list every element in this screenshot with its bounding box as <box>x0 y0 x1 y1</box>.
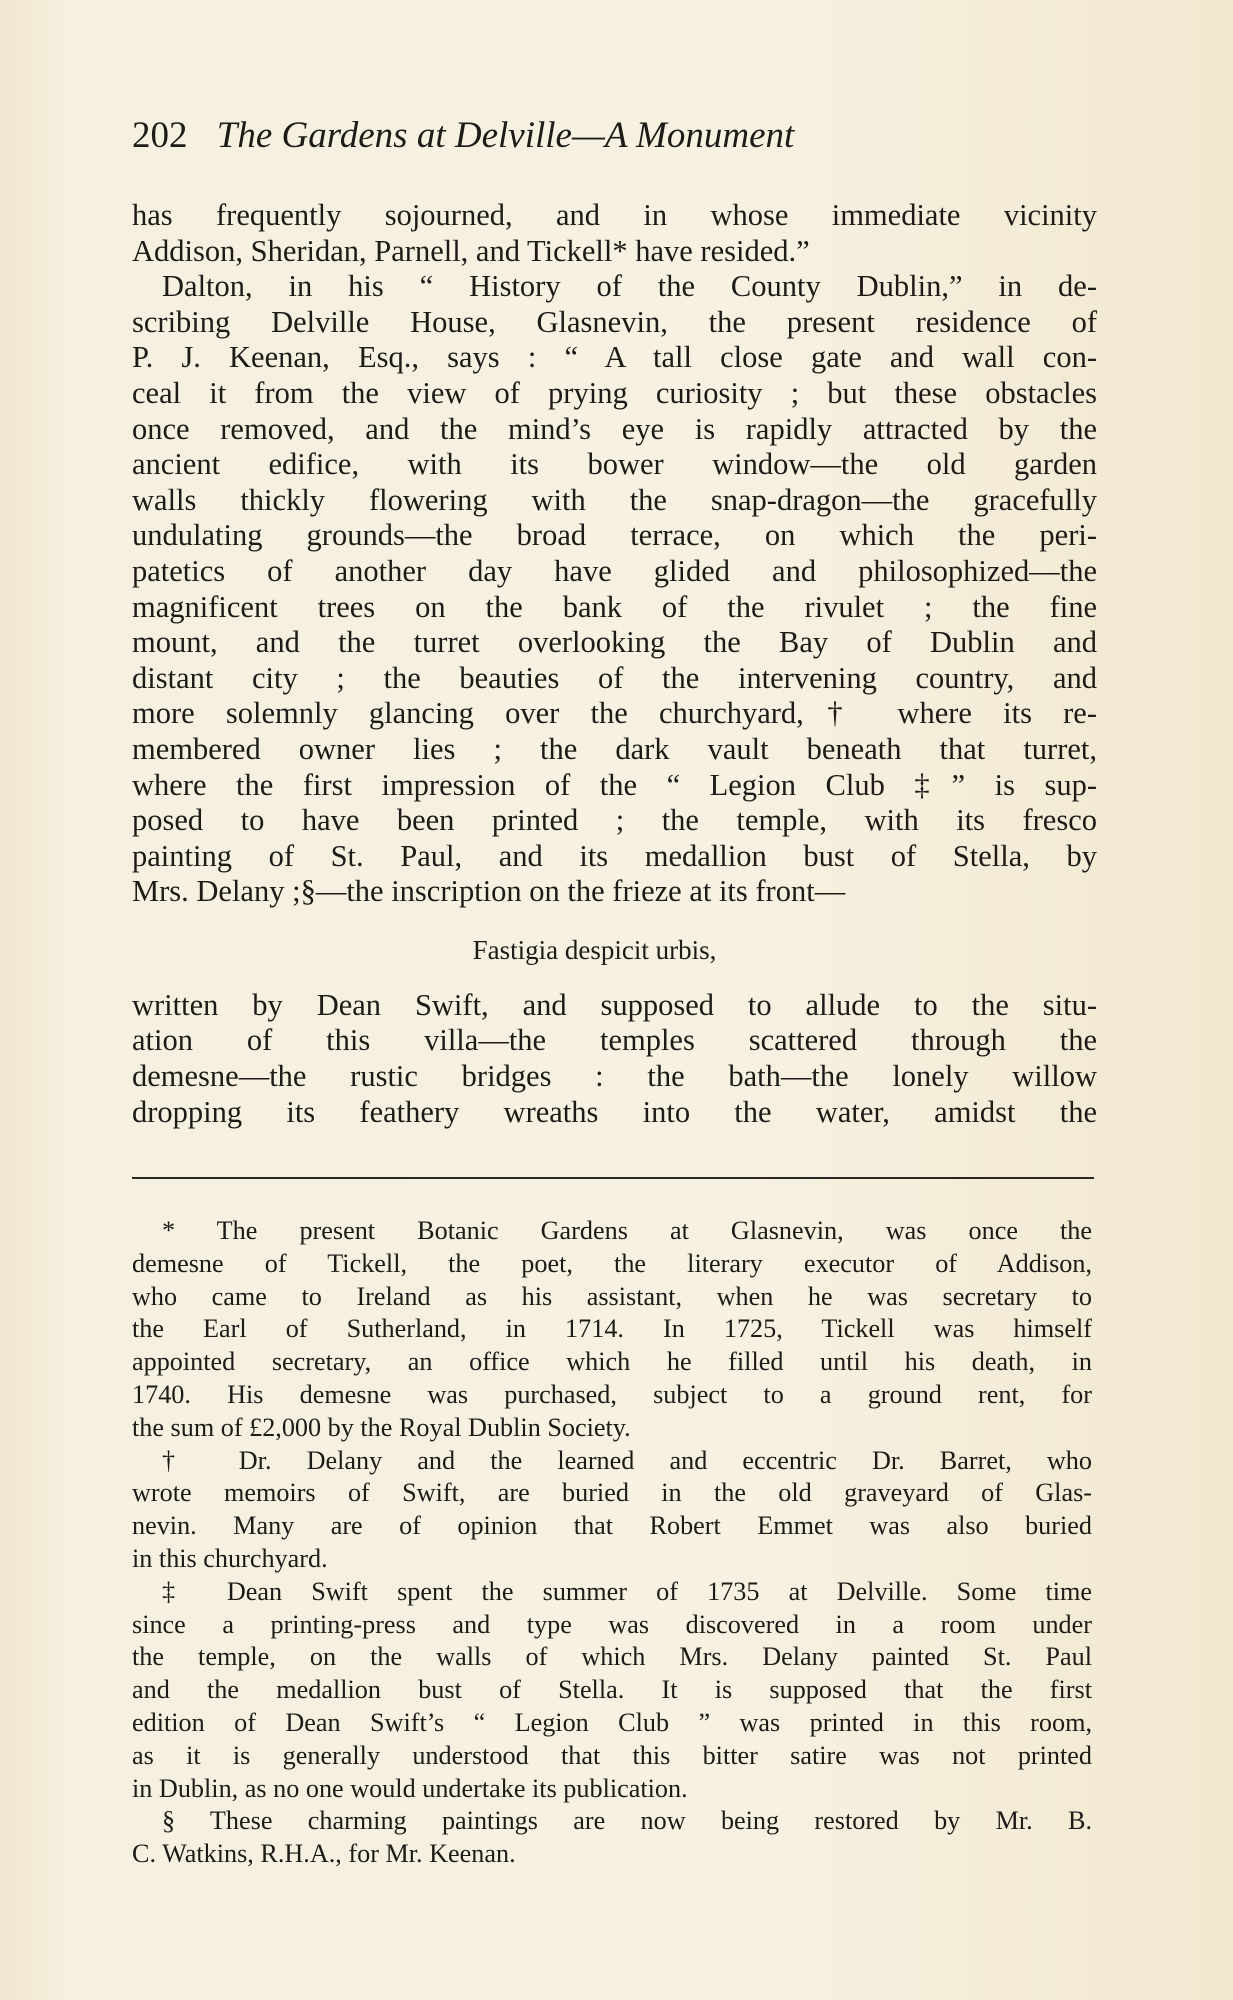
footnote-line: wrote memoirs of Swift, are buried in the old graveyard of Glas- <box>132 1478 1092 1508</box>
text-line: more solemnly glancing over the churchyard,† where its re- <box>132 696 1097 731</box>
text-line: distant city ; the beauties of the intervening country, and <box>132 660 1097 695</box>
text-line: once removed, and the mind’s eye is rapidly attracted by the <box>132 411 1097 446</box>
running-title: The Gardens at Delville—A Monument <box>216 115 795 156</box>
text-line: Dalton, in his “ History of the County Dublin,” in de- <box>162 269 1097 304</box>
footnote-double-dagger <box>132 1576 1092 1806</box>
text-line: magnificent trees on the bank of the rivulet ; the fine <box>132 589 1097 624</box>
latin-quotation: Fastigia despicit urbis, <box>472 934 717 965</box>
text-line: Mrs. Delany ;§—the inscription on the frieze at its front— <box>132 874 846 909</box>
footnote-line: 1740. His demesne was purchased, subject to a ground rent, for <box>132 1379 1092 1409</box>
text-line: mount, and the turret overlooking the Bay of Dublin and <box>132 625 1097 660</box>
footnote-line: edition of Dean Swift’s “ Legion Club ” was printed in this room, <box>132 1707 1092 1737</box>
footnote-line: appointed secretary, an office which he filled until his death, in <box>132 1347 1092 1377</box>
text-line: ation of this villa—the temples scattered through the <box>132 1023 1097 1058</box>
footnote-line: * The present Botanic Gardens at Glasnevin, was once the <box>162 1216 1092 1245</box>
text-line: dropping its feathery wreaths into the water, amidst the <box>132 1094 1097 1129</box>
text-line: P. J. Keenan, Esq., says : “ A tall close gate and wall con- <box>132 340 1097 375</box>
text-line: walls thickly flowering with the snap-dragon—the gracefully <box>132 482 1097 517</box>
paragraph-1 <box>132 198 1097 269</box>
text-line: posed to have been printed ; the temple, with its fresco <box>132 803 1097 838</box>
footnote-asterisk <box>132 1215 1092 1445</box>
text-line: patetics of another day have glided and philosophized—the <box>132 553 1097 588</box>
footnote-section-mark <box>132 1805 1092 1871</box>
footnote-line: and the medallion bust of Stella. It is supposed that the first <box>132 1675 1092 1705</box>
footnote-dagger <box>132 1445 1092 1576</box>
page-number: 202 <box>132 115 188 156</box>
footnote-line: † Dr. Delany and the learned and eccentric Dr. Barret, who <box>162 1445 1092 1475</box>
text-line: scribing Delville House, Glasnevin, the present residence of <box>132 304 1097 339</box>
text-line: demesne—the rustic bridges : the bath—the lonely willow <box>132 1059 1097 1094</box>
footnote-line: nevin. Many are of opinion that Robert Emmet was also buried <box>132 1511 1092 1541</box>
footnote-line: C. Watkins, R.H.A., for Mr. Keenan. <box>132 1839 516 1869</box>
footnote-line: § These charming paintings are now being restored by Mr. B. <box>162 1806 1092 1836</box>
text-line: membered owner lies ; the dark vault beneath that turret, <box>132 731 1097 766</box>
footnote-divider <box>132 1177 1094 1179</box>
footnote-line: demesne of Tickell, the poet, the literary executor of Addison, <box>132 1248 1092 1278</box>
text-line: where the first impression of the “ Legion Club ‡” is sup- <box>132 767 1097 802</box>
text-line: has frequently sojourned, and in whose immediate vicinity <box>132 198 1097 232</box>
footnote-line: the Earl of Sutherland, in 1714. In 1725, Tickell was himself <box>132 1314 1092 1344</box>
text-line: written by Dean Swift, and supposed to allude to the situ- <box>132 987 1097 1022</box>
footnote-line: the sum of £2,000 by the Royal Dublin Society. <box>132 1412 631 1442</box>
footnote-line: as it is generally understood that this bitter satire was not printed <box>132 1740 1092 1770</box>
paragraph-3 <box>132 988 1097 1130</box>
footnote-line: in this churchyard. <box>132 1543 328 1573</box>
footnote-line: the temple, on the walls of which Mrs. Delany painted St. Paul <box>132 1642 1092 1672</box>
footnote-line: ‡ Dean Swift spent the summer of 1735 at Delville. Some time <box>162 1576 1092 1606</box>
footnotes <box>132 1215 1092 1871</box>
text-line: ceal it from the view of prying curiosity ; but these obstacles <box>132 375 1097 410</box>
text-line: Addison, Sheridan, Parnell, and Tickell* have resided.” <box>132 233 810 268</box>
text-line: undulating grounds—the broad terrace, on which the peri- <box>132 518 1097 553</box>
running-head <box>132 112 1112 160</box>
text-line: ancient edifice, with its bower window—the old garden <box>132 447 1097 482</box>
text-line: painting of St. Paul, and its medallion bust of Stella, by <box>132 838 1097 873</box>
footnote-line: in Dublin, as no one would undertake its publication. <box>132 1773 688 1803</box>
footnote-line: who came to Ireland as his assistant, when he was secretary to <box>132 1281 1092 1311</box>
paragraph-2 <box>132 269 1097 910</box>
footnote-line: since a printing-press and type was discovered in a room under <box>132 1609 1092 1639</box>
body-text <box>132 198 1097 1130</box>
